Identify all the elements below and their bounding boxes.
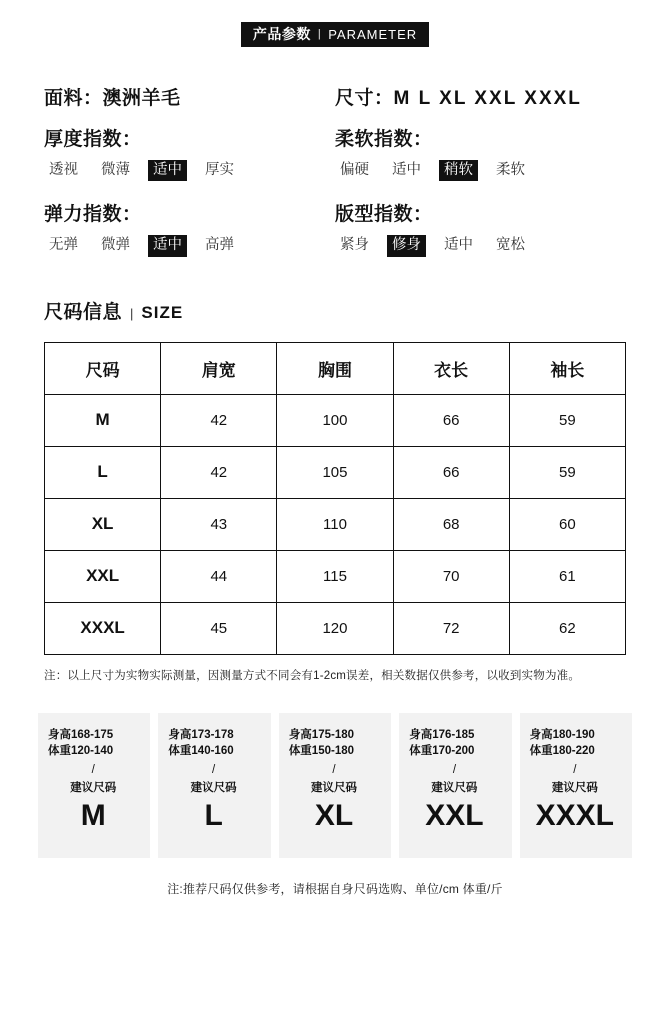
table-cell-size: XL [45,498,161,550]
table-cell-shoulder: 44 [161,550,277,602]
table-cell-bust: 120 [277,602,393,654]
table-row [45,550,626,602]
fit-option-0[interactable]: 紧身 [340,237,369,254]
table-row [45,446,626,498]
elasticity-option-1[interactable]: 微弹 [101,237,130,254]
fit-option-3[interactable]: 宽松 [496,237,525,254]
elasticity-option-0[interactable]: 无弹 [49,237,78,254]
table-column-header-2: 胸围 [277,342,393,394]
fabric-block [44,83,335,110]
card-height: 身高180-190 [529,728,595,741]
header-section [0,0,670,47]
card-divider: / [332,764,336,777]
recommend-card [520,713,632,858]
fit-block [335,199,626,274]
table-cell-length: 66 [393,394,509,446]
table-row [45,602,626,654]
parameters-row-1 [44,124,626,199]
spec-sizes: M L XL XXL XXXL [393,88,582,109]
card-size: L [204,799,223,833]
recommend-card [38,713,150,858]
table-cell-sleeve: 59 [509,394,625,446]
table-cell-sleeve: 60 [509,498,625,550]
recommend-card [399,713,511,858]
thickness-option-0[interactable]: 透视 [49,162,78,178]
thickness-options [44,160,335,181]
card-weight: 体重120-140 [48,745,114,758]
recommend-card [279,713,391,858]
table-cell-bust: 100 [277,394,393,446]
table-cell-bust: 115 [277,550,393,602]
parameters-row-2 [44,199,626,274]
parameters-top-row [44,83,626,110]
card-size: XXXL [535,799,614,833]
elasticity-options [44,235,335,256]
card-height: 身高175-180 [288,728,355,741]
thickness-option-3[interactable]: 厚实 [205,162,234,178]
elasticity-option-3[interactable]: 高弹 [205,237,234,254]
table-cell-shoulder: 42 [161,394,277,446]
card-size: XXL [425,799,484,833]
card-height: 身高173-178 [168,728,234,741]
size-heading-cn: 尺码信息 [44,301,123,323]
table-cell-sleeve: 59 [509,446,625,498]
parameter-badge [241,22,429,47]
size-table-note: 注：以上尺寸为实物实际测量，因测量方式不同会有1-2cm误差，相关数据仅供参考，以收到实物为准。 [44,669,581,682]
size-section-heading [44,297,670,324]
table-row [45,498,626,550]
card-rec-label: 建议尺码 [190,782,237,795]
size-heading-separator: | [130,305,134,321]
card-divider: / [573,764,577,777]
spec-label: 尺寸： [335,88,394,109]
softness-option-1[interactable]: 适中 [392,162,421,178]
spec-label-wrap [335,83,626,110]
table-column-header-4: 袖长 [509,342,625,394]
thickness-block [44,124,335,199]
softness-block [335,124,626,199]
table-column-header-0: 尺码 [45,342,161,394]
softness-option-3[interactable]: 柔软 [496,162,525,178]
parameter-badge-cn: 产品参数 [252,26,311,42]
table-cell-length: 66 [393,446,509,498]
fabric-label: 面料：澳洲羊毛 [44,88,181,109]
table-cell-size: M [45,394,161,446]
card-weight: 体重150-180 [288,745,355,758]
recommend-footer-note: 注:推荐尺码仅供参考，请根据自身尺码选购、单位/cm 体重/斤 [167,881,503,896]
table-cell-shoulder: 45 [161,602,277,654]
softness-title: 柔软指数： [335,129,433,150]
card-rec-label: 建议尺码 [551,782,598,795]
thickness-title: 厚度指数： [44,129,142,150]
softness-option-0[interactable]: 偏硬 [340,162,369,178]
card-height: 身高168-175 [48,728,114,741]
table-row [45,394,626,446]
elasticity-option-2[interactable]: 适中 [148,235,187,256]
elasticity-block [44,199,335,274]
table-cell-shoulder: 43 [161,498,277,550]
elasticity-title: 弹力指数： [44,204,142,226]
recommend-card [158,713,270,858]
card-height: 身高176-185 [409,728,475,741]
spec-block [335,83,626,110]
softness-options [335,160,626,181]
card-rec-label: 建议尺码 [311,782,358,795]
size-table [44,342,626,655]
table-cell-length: 70 [393,550,509,602]
fit-option-1[interactable]: 修身 [387,235,426,256]
size-heading-en: SIZE [141,302,184,322]
card-divider: / [212,764,216,777]
table-cell-sleeve: 62 [509,602,625,654]
recommend-cards [38,713,632,858]
softness-option-2[interactable]: 稍软 [439,160,478,181]
table-cell-bust: 105 [277,446,393,498]
parameters-section [44,83,626,275]
card-rec-label: 建议尺码 [70,782,117,795]
table-cell-shoulder: 42 [161,446,277,498]
table-cell-length: 72 [393,602,509,654]
table-cell-length: 68 [393,498,509,550]
table-cell-sleeve: 61 [509,550,625,602]
table-cell-size: L [45,446,161,498]
card-weight: 体重170-200 [409,745,475,758]
table-header-row [45,342,626,394]
card-rec-label: 建议尺码 [431,782,478,795]
thickness-option-1[interactable]: 微薄 [101,162,130,178]
fit-options [335,235,626,256]
table-cell-size: XXL [45,550,161,602]
card-divider: / [452,764,457,777]
table-cell-size: XXXL [45,602,161,654]
parameter-badge-en: PARAMETER [328,26,418,42]
table-column-header-3: 衣长 [393,342,509,394]
fit-title: 版型指数： [335,204,433,226]
thickness-option-2[interactable]: 适中 [148,160,187,181]
fit-option-2[interactable]: 适中 [444,237,473,254]
table-cell-bust: 110 [277,498,393,550]
card-weight: 体重180-220 [529,745,595,758]
table-column-header-1: 肩宽 [161,342,277,394]
card-weight: 体重140-160 [168,745,234,758]
parameter-badge-separator: | [317,27,322,40]
card-size: M [80,799,106,833]
card-size: XL [314,799,354,833]
card-divider: / [91,764,95,777]
